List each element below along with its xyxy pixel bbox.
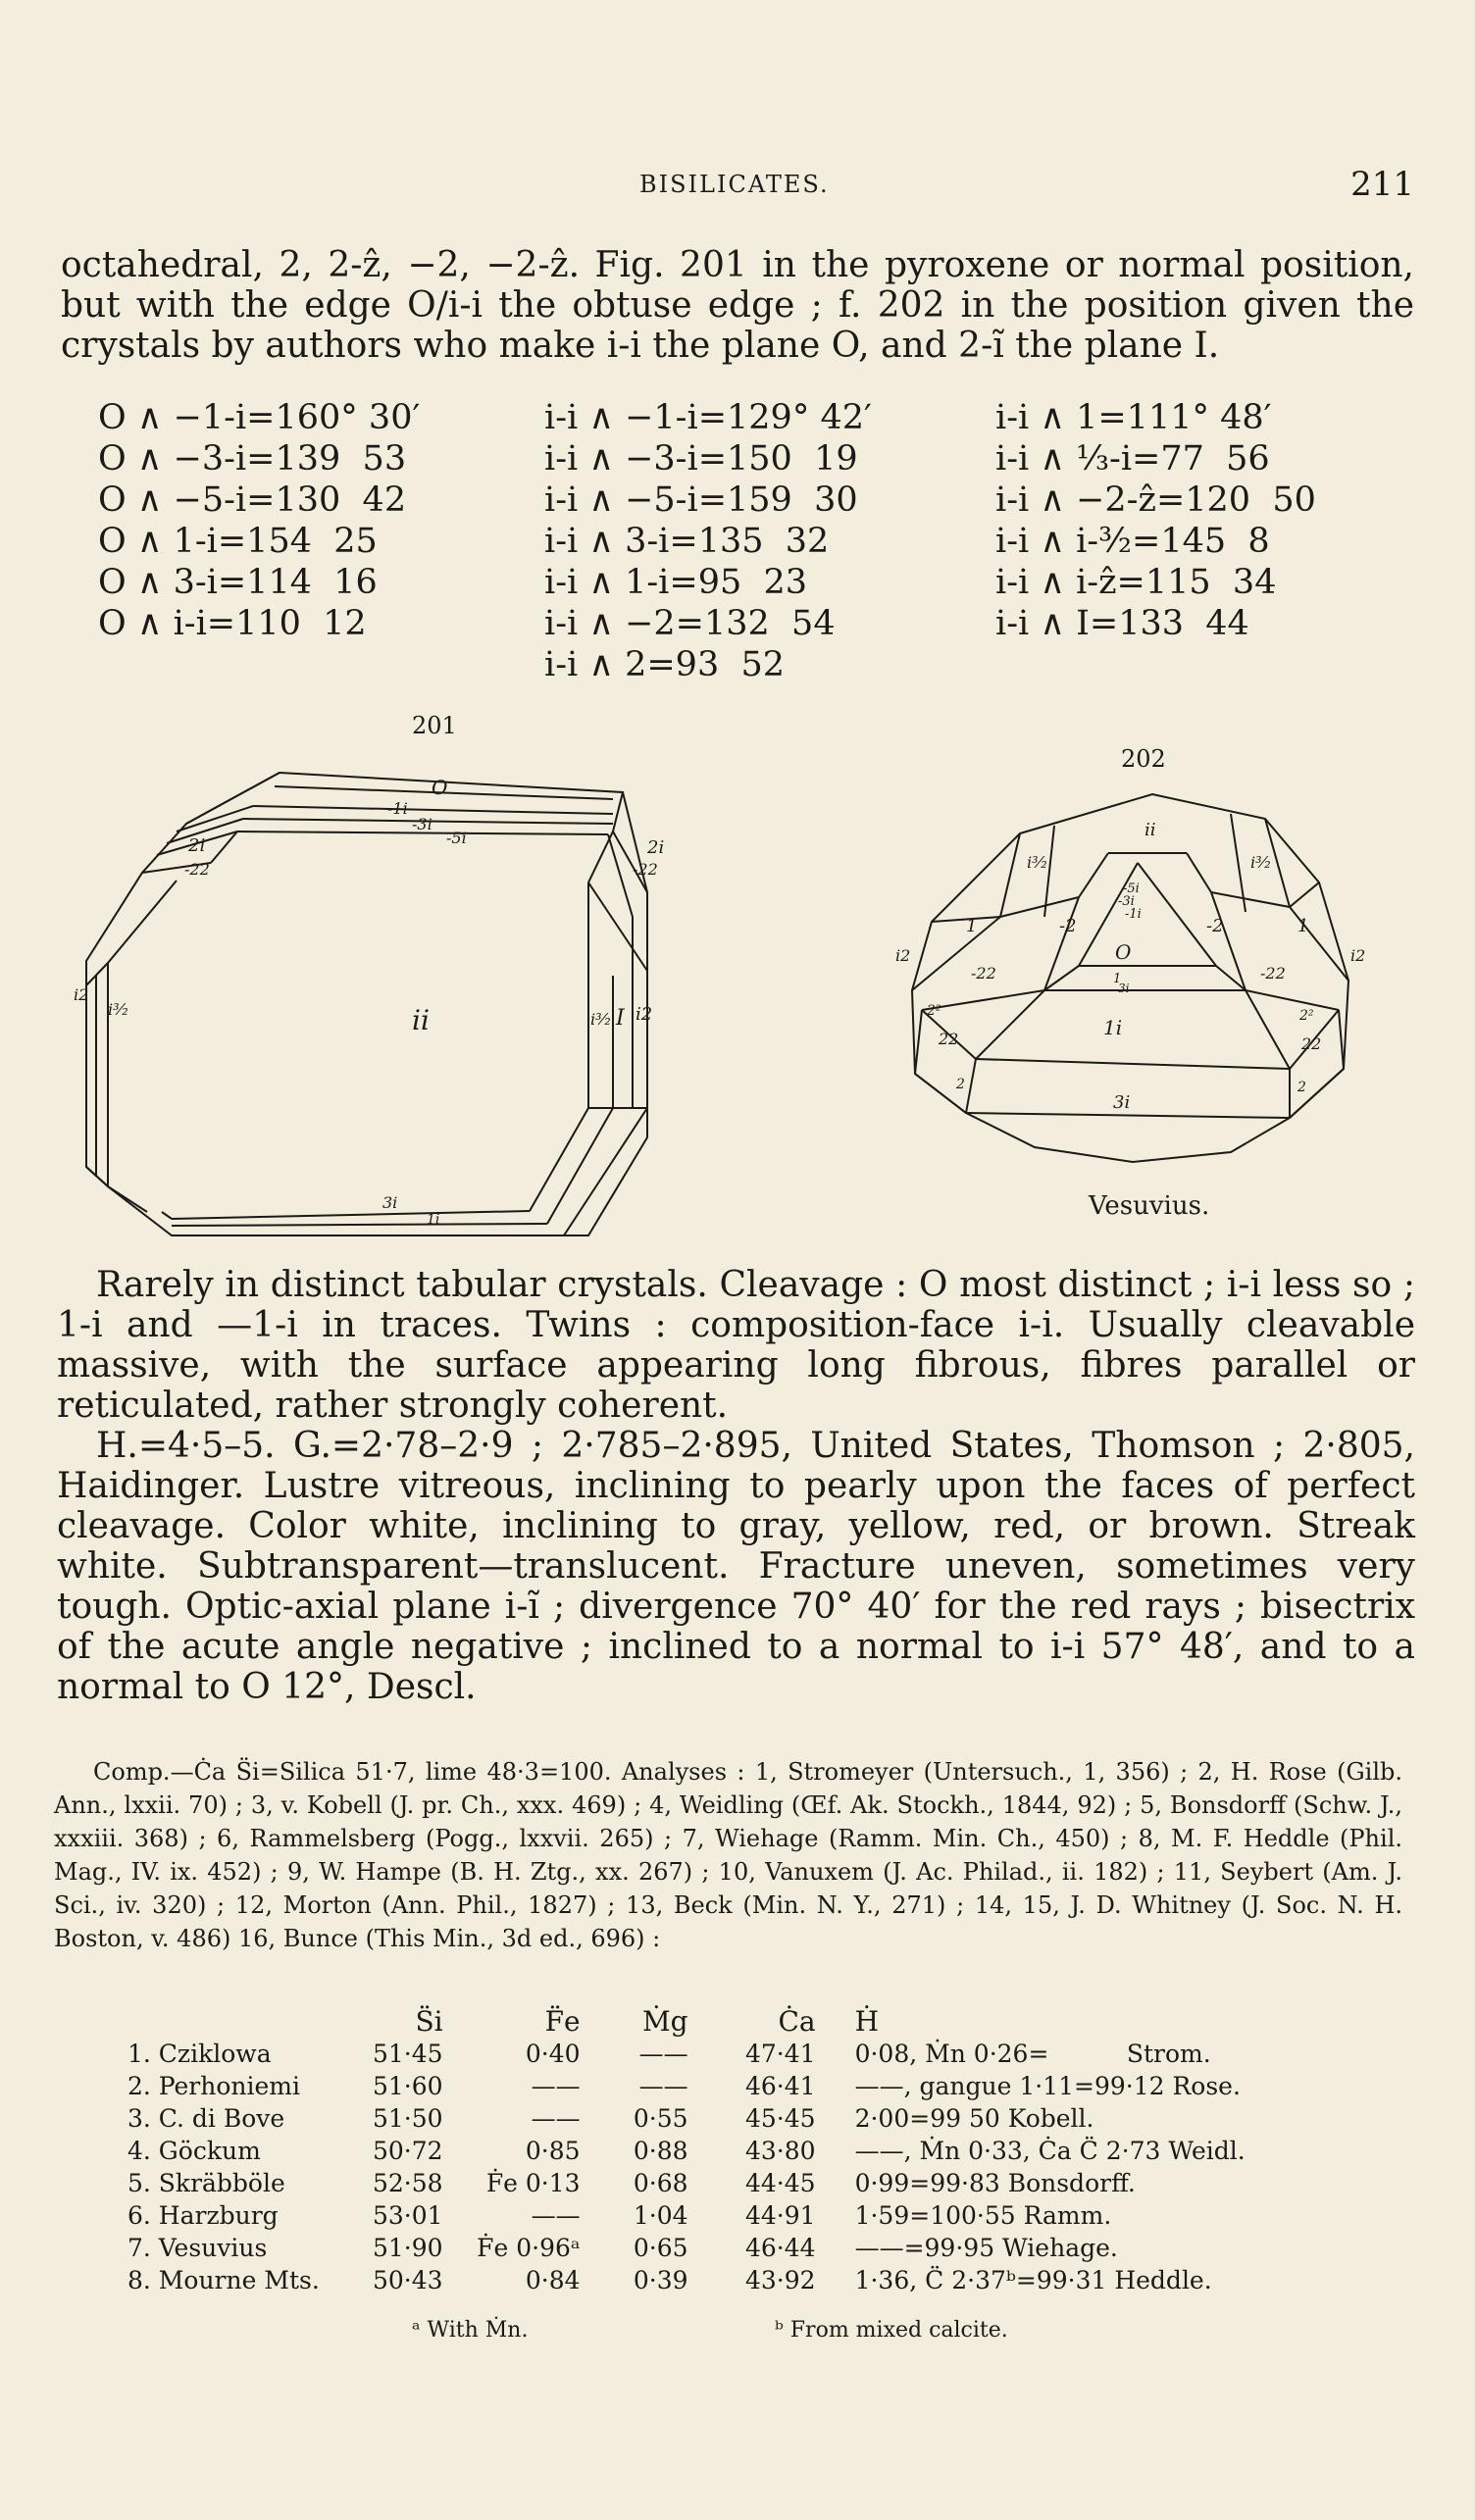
angle-entry: i-i ∧ I=133 44 bbox=[995, 604, 1249, 643]
row-label: 7. Vesuvius bbox=[127, 2234, 268, 2262]
face-label: 1 bbox=[1113, 972, 1122, 986]
description-paragraph: H.=4·5–5. G.=2·78–2·9 ; 2·785–2·895, United States, Thomson ; 2·805, Haidinger. Lustre vitreous, inclining to pearly upon the faces of perfect cleavage. Color white, inclining to gray, yellow, red, or brown. Streak white. Subtransparent—translucent. Fracture uneven, sometimes very tough. Optic-axial plane i-ĩ ; divergence 70° 40′ for the red rays ; bisectrix of the acute angle negative ; inclined to a normal to i-i 57° 48′, and to a normal to O 12°, Descl. bbox=[57, 1426, 1415, 1707]
face-label: O bbox=[432, 776, 448, 799]
angle-entry: i-i ∧ 1-i=95 23 bbox=[544, 563, 808, 602]
angle-table bbox=[98, 397, 1393, 701]
column-header: S̈i bbox=[415, 2005, 443, 2038]
face-label: i³⁄₂ bbox=[1250, 853, 1271, 872]
column-header: Ṁg bbox=[641, 2005, 688, 2038]
figure-201 bbox=[74, 706, 667, 1235]
face-label: 3i bbox=[1113, 1092, 1131, 1113]
angle-entry: i-i ∧ −3-i=150 19 bbox=[544, 439, 858, 479]
angle-entry: i-i ∧ 1=111° 48′ bbox=[995, 398, 1272, 437]
description bbox=[57, 1265, 1415, 1707]
figure-202 bbox=[897, 745, 1368, 1235]
angle-entry: i-i ∧ 3-i=135 32 bbox=[544, 522, 830, 561]
angle-entry: i-i ∧ 2=93 52 bbox=[544, 645, 785, 684]
row-label: 3. C. di Bove bbox=[127, 2104, 285, 2133]
face-label: 2² bbox=[1299, 1008, 1314, 1024]
face-label: 3i bbox=[1118, 982, 1130, 995]
face-label: 2 bbox=[1297, 1080, 1306, 1095]
angle-entry: O ∧ 3-i=114 16 bbox=[98, 563, 378, 602]
face-label: i2 bbox=[1350, 946, 1366, 965]
column-header: Ḣ bbox=[854, 2005, 879, 2038]
table-row: 4. Göckum 50·72 0·85 0·88 43·80 ——, Ṁn 0·33, Ċa C̈ 2·73 Weidl. bbox=[118, 2135, 1255, 2167]
table-row: 1. Cziklowa 51·45 0·40 —— 47·41 0·08, Ṁn 0·26= Strom. bbox=[118, 2038, 1255, 2070]
footnote-a: ᵃ With Ṁn. bbox=[412, 2318, 529, 2343]
face-label: i³⁄₂ bbox=[590, 1010, 611, 1029]
table-row: 7. Vesuvius 51·90 Ḟe 0·96ᵃ 0·65 46·44 ——=99·95 Wiehage. bbox=[118, 2232, 1255, 2264]
face-label: -3i bbox=[1118, 894, 1135, 909]
row-label: 8. Mourne Mts. bbox=[127, 2266, 320, 2294]
face-label: -22 bbox=[184, 860, 210, 879]
page-header bbox=[61, 165, 1414, 204]
table-row: 5. Skräbböle 52·58 Ḟe 0·13 0·68 44·45 0·99=99·83 Bonsdorff. bbox=[118, 2167, 1255, 2199]
face-label: 2i bbox=[647, 837, 665, 858]
face-label: -22 bbox=[971, 964, 996, 983]
composition-text: Comp.—Ċa S̈i=Silica 51·7, lime 48·3=100. Analyses : 1, Stromeyer (Untersuch., 1, 356) ; 2, H. Rose (Gilb. Ann., lxxii. 70) ; 3, v. Kobell (J. pr. Ch., xxx. 469) ; 4, Weidling (Œf. Ak. Stockh., 1844, 92) ; 5, Bonsdorff (Schw. J., xxxiii. 368) ; 6, Rammelsberg (Pogg., lxxvii. 265) ; 7, Wiehage (Ramm. Min. Ch., 450) ; 8, M. F. Heddle (Phil. Mag., IV. ix. 452) ; 9, W. Hampe (B. H. Ztg., xx. 267) ; 10, Vanuxem (J. Ac. Philad., ii. 182) ; 11, Seybert (Am. J. Sci., iv. 320) ; 12, Morton (Ann. Phil., 1827) ; 13, Beck (Min. N. Y., 271) ; 14, 15, J. D. Whitney (J. Soc. N. H. Boston, v. 486) 16, Bunce (This Min., 3d ed., 696) : bbox=[54, 1758, 1402, 1952]
composition-paragraph bbox=[54, 1755, 1402, 1955]
face-label: i2 bbox=[74, 985, 89, 1004]
description-paragraph: Rarely in distinct tabular crystals. Cleavage : O most distinct ; i-i less so ; 1-i and —1-i in traces. Twins : composition-face i-i. Usually cleavable massive, with the surface appearing long fibrous, fibres parallel or reticulated, rather strongly coherent. bbox=[57, 1265, 1415, 1426]
face-label: I bbox=[616, 1006, 625, 1031]
angle-entry: i-i ∧ −2-ẑ=120 50 bbox=[995, 480, 1316, 520]
angle-entry: i-i ∧ −2=132 54 bbox=[544, 604, 836, 643]
angle-entry: O ∧ −1-i=160° 30′ bbox=[98, 398, 421, 437]
face-label: -2 bbox=[1206, 916, 1224, 936]
face-label: i³⁄₂ bbox=[108, 1000, 128, 1019]
column-header: F̈e bbox=[544, 2005, 581, 2038]
page-number: 211 bbox=[1350, 165, 1414, 204]
face-label: -5i bbox=[1123, 882, 1140, 896]
footnote-b: ᵇ From mixed calcite. bbox=[775, 2318, 1008, 2343]
angle-entry: i-i ∧ −1-i=129° 42′ bbox=[544, 398, 872, 437]
angle-entry: O ∧ −5-i=130 42 bbox=[98, 480, 407, 520]
table-header-row bbox=[118, 1992, 1255, 2038]
face-label: i2 bbox=[636, 1004, 653, 1025]
figure-201-crystal-drawing bbox=[74, 706, 667, 1235]
row-label: 2. Perhoniemi bbox=[127, 2072, 300, 2100]
face-label: 1i bbox=[427, 1212, 440, 1228]
face-label: -3i bbox=[412, 815, 432, 833]
angle-column-2 bbox=[544, 397, 872, 685]
face-label: 1i bbox=[1103, 1016, 1123, 1039]
face-label: 2² bbox=[927, 1003, 941, 1019]
row-label: 4. Göckum bbox=[127, 2137, 261, 2165]
figure-202-crystal-drawing bbox=[897, 775, 1368, 1235]
angle-entry: O ∧ i-i=110 12 bbox=[98, 604, 367, 643]
face-label: 22 bbox=[1301, 1034, 1322, 1053]
figure-caption: Vesuvius. bbox=[1089, 1191, 1210, 1221]
angle-entry: i-i ∧ i-ẑ=115 34 bbox=[995, 563, 1277, 602]
face-label: i³⁄₂ bbox=[1027, 853, 1047, 872]
row-label: 6. Harzburg bbox=[127, 2201, 279, 2230]
angle-entry: O ∧ −3-i=139 53 bbox=[98, 439, 407, 479]
face-label: -22 bbox=[633, 860, 658, 879]
row-label: 5. Skräbböle bbox=[127, 2169, 285, 2197]
figure-number: 201 bbox=[412, 712, 457, 739]
column-header: Ċa bbox=[778, 2005, 816, 2038]
face-label: 1 bbox=[966, 916, 978, 936]
figure-number: 202 bbox=[1121, 745, 1166, 773]
face-label: 2i bbox=[188, 835, 206, 856]
face-label: 1 bbox=[1297, 916, 1309, 936]
table-row: 6. Harzburg 53·01 —— 1·04 44·91 1·59=100·55 Ramm. bbox=[118, 2199, 1255, 2232]
face-label: -5i bbox=[446, 829, 467, 847]
face-label: i2 bbox=[895, 946, 911, 965]
angle-entry: i-i ∧ −5-i=159 30 bbox=[544, 480, 858, 520]
angle-entry: i-i ∧ i-³⁄₂=145 8 bbox=[995, 522, 1270, 561]
angle-entry: O ∧ 1-i=154 25 bbox=[98, 522, 378, 561]
row-label: 1. Cziklowa bbox=[127, 2040, 272, 2068]
running-head: BISILICATES. bbox=[639, 171, 830, 198]
face-label: 2 bbox=[956, 1077, 965, 1092]
face-label: O bbox=[1115, 940, 1132, 964]
intro-text: octahedral, 2, 2-ẑ, −2, −2-ẑ. Fig. 201 in the pyroxene or normal position, but with the edge O/i-i the obtuse edge ; f. 202 in the position given the crystals by authors who make i-i the plane O, and 2-ĩ the plane I. bbox=[61, 245, 1414, 366]
analyses-table bbox=[118, 1992, 1255, 2296]
face-label: -1i bbox=[387, 799, 408, 818]
table-row: 2. Perhoniemi 51·60 —— —— 46·41 ——, gangue 1·11=99·12 Rose. bbox=[118, 2070, 1255, 2102]
face-label: ii bbox=[412, 1004, 430, 1036]
face-label: -2 bbox=[1059, 916, 1077, 936]
face-label: 22 bbox=[939, 1030, 959, 1048]
intro-paragraph bbox=[61, 245, 1414, 366]
angle-column-1 bbox=[98, 397, 420, 644]
table-row: 8. Mourne Mts. 50·43 0·84 0·39 43·92 1·36, C̈ 2·37ᵇ=99·31 Heddle. bbox=[118, 2264, 1255, 2296]
angle-column-3 bbox=[995, 397, 1316, 644]
table-row: 3. C. di Bove 51·50 —— 0·55 45·45 2·00=99 50 Kobell. bbox=[118, 2102, 1255, 2135]
face-label: 3i bbox=[382, 1193, 398, 1212]
face-label: -22 bbox=[1260, 964, 1286, 983]
angle-entry: i-i ∧ ⅓-i=77 56 bbox=[995, 439, 1270, 479]
face-label: ii bbox=[1144, 820, 1156, 840]
face-label: -1i bbox=[1125, 907, 1142, 922]
